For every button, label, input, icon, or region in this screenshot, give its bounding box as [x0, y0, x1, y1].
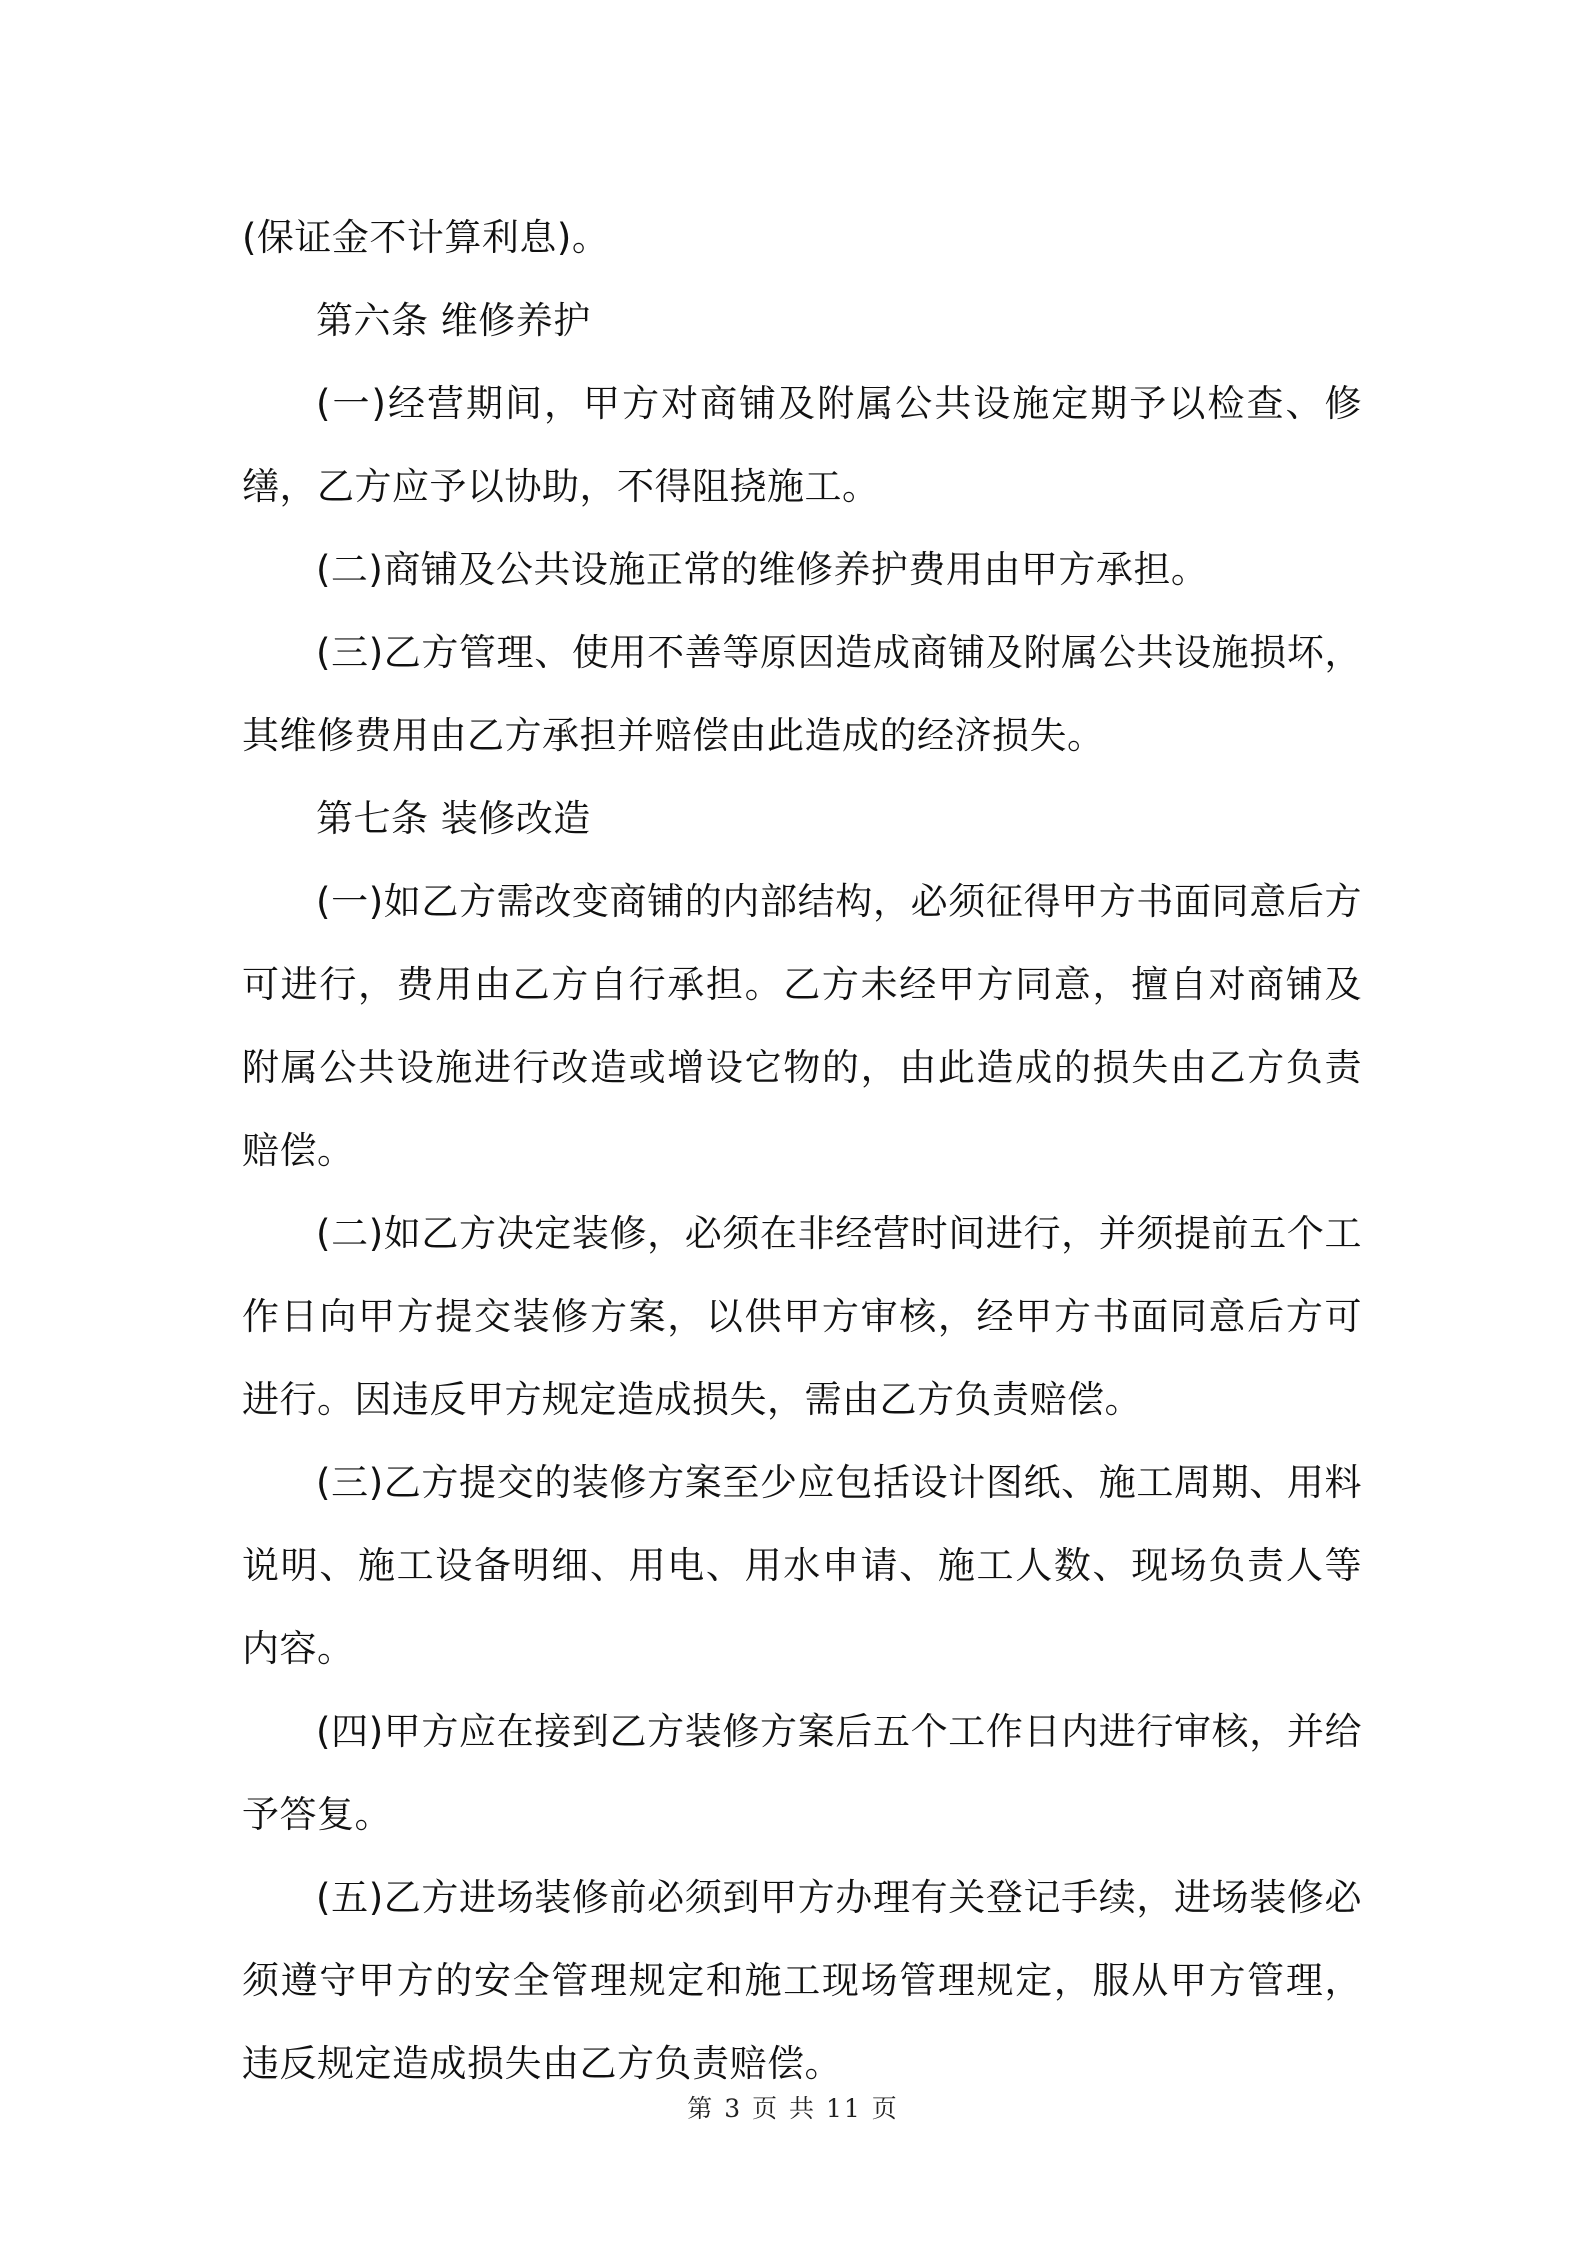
section-heading: 第六条 维修养护	[316, 299, 591, 342]
paragraph: (五)乙方进场装修前必须到甲方办理有关登记手续，进场装修必须遵守甲方的安全管理规定和施工现场管理规定，服从甲方管理，违反规定造成损失由乙方负责赔偿。	[242, 1876, 1362, 2085]
paragraph: (二)如乙方决定装修，必须在非经营时间进行，并须提前五个工作日向甲方提交装修方案，以供甲方审核，经甲方书面同意后方可进行。因违反甲方规定造成损失，需由乙方负责赔偿。	[242, 1212, 1362, 1421]
document-body	[242, 196, 1362, 2105]
paragraph: (二)商铺及公共设施正常的维修养护费用由甲方承担。	[316, 548, 1209, 591]
paragraph: (三)乙方提交的装修方案至少应包括设计图纸、施工周期、用料说明、施工设备明细、用电、用水申请、施工人数、现场负责人等内容。	[242, 1461, 1362, 1670]
paragraph: (一)如乙方需改变商铺的内部结构，必须征得甲方书面同意后方可进行，费用由乙方自行承担。乙方未经甲方同意，擅自对商铺及附属公共设施进行改造或增设它物的，由此造成的损失由乙方负责赔偿。	[242, 880, 1362, 1172]
paragraph: (三)乙方管理、使用不善等原因造成商铺及附属公共设施损坏，其维修费用由乙方承担并赔偿由此造成的经济损失。	[242, 631, 1362, 757]
paragraph: (一)经营期间，甲方对商铺及附属公共设施定期予以检查、修缮，乙方应予以协助，不得阻挠施工。	[242, 382, 1362, 508]
section-heading: 第七条 装修改造	[316, 797, 591, 840]
paragraph: (保证金不计算利息)。	[242, 216, 610, 259]
paragraph: (四)甲方应在接到乙方装修方案后五个工作日内进行审核，并给予答复。	[242, 1710, 1362, 1836]
page-number-footer: 第 3 页 共 11 页	[687, 2094, 899, 2123]
